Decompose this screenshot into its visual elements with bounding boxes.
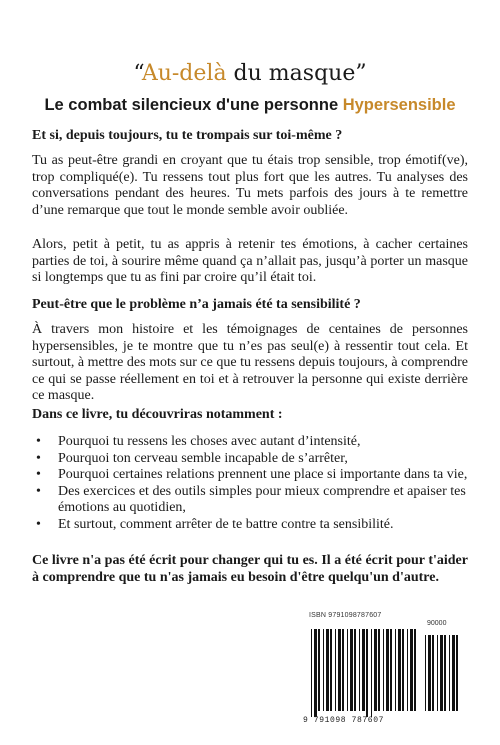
list-item [32, 484, 468, 517]
list-item-text: Pourquoi tu ressens les choses avec autant d’intensité, [58, 434, 361, 449]
barcode-bar [330, 629, 332, 711]
question-heading-2: Peut-être que le problème n’a jamais été ta sensibilité ? [32, 297, 361, 312]
barcode-bar [437, 635, 438, 711]
barcode-bar [374, 629, 377, 711]
barcode-bar [398, 629, 401, 711]
barcode-bar [359, 629, 360, 711]
barcode-bar [326, 629, 329, 711]
barcode-bar [456, 635, 458, 711]
list-item-text: Et surtout, comment arrêter de te battre contre ta sensibilité. [58, 516, 394, 532]
title-accent: Au-delà [141, 61, 227, 86]
barcode-bar [354, 629, 356, 711]
barcode-bar [378, 629, 380, 711]
barcode-bar [440, 635, 443, 711]
barcode-bar [444, 635, 446, 711]
question-heading-1: Et si, depuis toujours, tu te trompais sur toi-même ? [32, 128, 343, 143]
barcode-bar [449, 635, 450, 711]
barcode-bar [371, 629, 372, 717]
barcode-bar [311, 629, 312, 717]
list-heading: Dans ce livre, tu découvriras notamment : [32, 407, 283, 422]
barcode-bar [410, 629, 413, 711]
list-item-text: Pourquoi ton cerveau semble incapable de s’arrêter, [58, 450, 348, 466]
paragraph-2: Alors, petit à petit, tu as appris à retenir tes émotions, à cacher certaines parties de toi, à sourire même quand ça n’allait pas, jusqu’à porter un masque si longtemps que tu as fini par croire qu’il était toi. [32, 237, 468, 285]
barcode-bar [335, 629, 336, 711]
barcode-bar [362, 629, 365, 711]
subtitle-accent: Hypersensible [342, 96, 456, 114]
barcode-bar [402, 629, 404, 711]
barcode-bar [390, 629, 392, 711]
barcode-bar [395, 629, 396, 711]
list-item [32, 517, 468, 534]
bullet-icon: • [36, 434, 41, 449]
barcode-bar [407, 629, 408, 711]
barcode-bar [425, 635, 426, 711]
barcode-bar [350, 629, 353, 711]
title-rest: du masque” [226, 61, 367, 86]
list-item-text: Pourquoi certaines relations prennent une place si importante dans ta vie, [58, 467, 468, 482]
barcode-bar [318, 629, 320, 711]
list-item [32, 434, 468, 451]
isbn-barcode [303, 612, 465, 727]
isbn-digits: 9 791098 787607 [303, 716, 385, 725]
barcode-bar [383, 629, 384, 711]
list-item-text: Des exercices et des outils simples pour mieux comprendre et apaiser tes émotions au quotidien, [58, 483, 466, 515]
barcode-bar [342, 629, 344, 711]
subtitle-prefix: Le combat silencieux d'une personne [44, 96, 343, 114]
barcode-bar [414, 629, 416, 711]
barcode-bar [323, 629, 324, 711]
paragraph-1: Tu as peut-être grandi en croyant que tu étais trop sensible, trop émotif(ve), trop compliqué(e). Tu ressens tout plus fort que les autres. Tu analyses des conversations pendant des heures. Tu mets parfois des jours à te remettre d’une remarque que tout le monde semble avoir oubliée. [32, 153, 468, 218]
list-item [32, 467, 468, 484]
barcode-bar [452, 635, 455, 711]
paragraph-3: À travers mon histoire et les témoignages de centaines de personnes hypersensibles, je te montre que tu n’es pas seul(e) à ressentir tout cela. Et surtout, à mettre des mots sur ce que tu ressens depuis toujours, à comprendre ce qui se passe réellement en toi et à retrouver la personne qui existe derrière ce masque. [32, 322, 468, 403]
barcode-bar [347, 629, 348, 711]
isbn-label: ISBN 9791098787607 [309, 612, 382, 619]
bullet-icon: • [36, 483, 41, 499]
feature-list [32, 434, 468, 533]
title-open-quote: “ [133, 61, 142, 86]
book-subtitle [0, 94, 500, 116]
bullet-icon: • [36, 450, 41, 466]
barcode-bars [303, 621, 465, 717]
barcode-bar [314, 629, 317, 717]
barcode-bar [366, 629, 368, 717]
bullet-icon: • [36, 516, 41, 532]
barcode-bar [432, 635, 434, 711]
barcode-bar [386, 629, 389, 711]
closing-statement: Ce livre n'a pas été écrit pour changer qui tu es. Il a été écrit pour t'aider à comprendre que tu n'as jamais eu besoin d'être quelqu'un d'autre. [32, 553, 468, 585]
price-code: 90000 [427, 620, 447, 627]
book-title [0, 60, 500, 88]
bullet-icon: • [36, 467, 41, 482]
barcode-bar [338, 629, 341, 711]
list-item [32, 451, 468, 468]
barcode-bar [428, 635, 431, 711]
